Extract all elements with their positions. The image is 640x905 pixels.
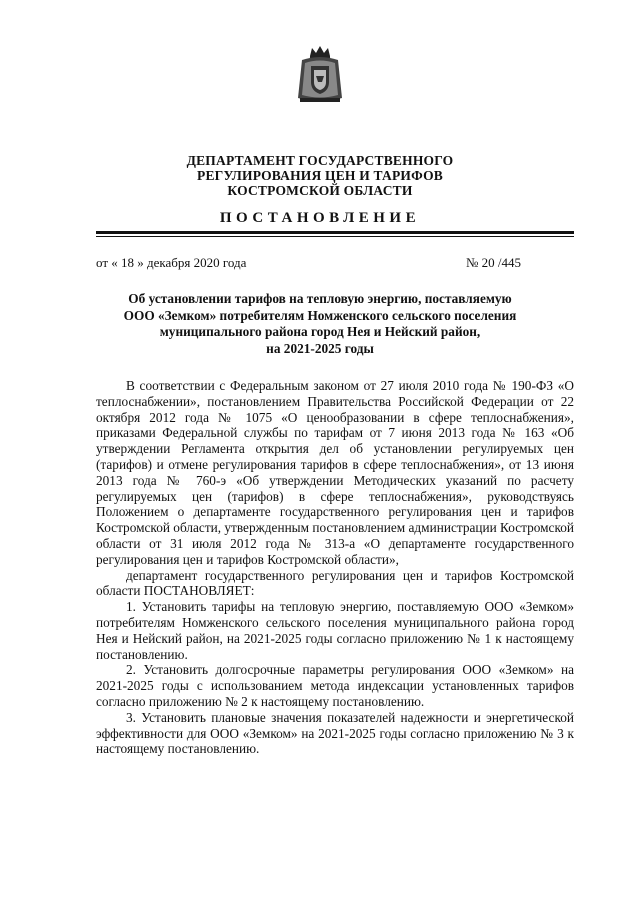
- document-body: [96, 378, 574, 757]
- clause-2: 2. Установить долгосрочные параметры регулирования ООО «Земком» на 2021-2025 годы с использованием метода индексации установленных тарифов согласно приложению № 2 к настоящему постановлению.: [96, 662, 574, 709]
- department-name: [0, 153, 640, 198]
- heading-line: на 2021-2025 годы: [266, 340, 374, 356]
- heading-line: ООО «Земком» потребителям Номженского сельского поселения: [123, 307, 517, 323]
- title-rule-thick: [96, 231, 574, 234]
- document-number: № 20 /445: [466, 255, 522, 270]
- heading-line: муниципального района город Нея и Нейский район,: [159, 324, 481, 339]
- preamble-paragraph: В соответствии с Федеральным законом от 27 июля 2010 года № 190-ФЗ «О теплоснабжении», постановлением Правительства Российской Федерации от 22 октября 2012 года № 1075 «О ценообразовании в сфере теплоснабжения», приказами Федеральной службы по тарифам от 7 июня 2013 года № 163 «Об утверждении Регламента открытия дел об установлении регулируемых цен (тарифов) и отмене регулирования тарифов в сфере теплоснабжения», от 13 июня 2013 года № 760-э «Об утверждении Методических указаний по расчету регулируемых цен (тарифов) в сфере теплоснабжения», руководствуясь Положением о департаменте государственного регулирования цен и тарифов Костромской области, утвержденным постановлением администрации Костромской области от 31 июля 2012 года № 313-а «О департаменте государственного регулирования цен и тарифов Костромской области»,: [96, 378, 575, 567]
- clause-1: 1. Установить тарифы на тепловую энергию, поставляемую ООО «Земком» потребителям Номженского сельского поселения муниципального района город Нея и Нейский район, на 2021-2025 годы согласно приложению № 1 к настоящему постановлению.: [96, 599, 574, 662]
- clause-3: 3. Установить плановые значения показателей надежности и энергетической эффективности для ООО «Земком» на 2021-2025 годы согласно приложению № 3 к настоящему постановлению.: [96, 709, 574, 757]
- title-rule-thin: [96, 236, 574, 237]
- document-date: от « 18 » декабря 2020 года: [96, 255, 247, 270]
- department-line: РЕГУЛИРОВАНИЯ ЦЕН И ТАРИФОВ: [197, 168, 443, 183]
- department-line: КОСТРОМСКОЙ ОБЛАСТИ: [227, 183, 413, 198]
- department-line: ДЕПАРТАМЕНТ ГОСУДАРСТВЕННОГО: [186, 153, 454, 168]
- resolution-paragraph: департамент государственного регулирования цен и тарифов Костромской области ПОСТАНОВЛЯЕТ:: [96, 567, 574, 599]
- coat-of-arms-emblem: [296, 46, 344, 104]
- document-heading: [0, 291, 640, 357]
- heading-line: Об установлении тарифов на тепловую энергию, поставляемую: [128, 291, 512, 306]
- document-type: ПОСТАНОВЛЕНИЕ: [219, 210, 421, 226]
